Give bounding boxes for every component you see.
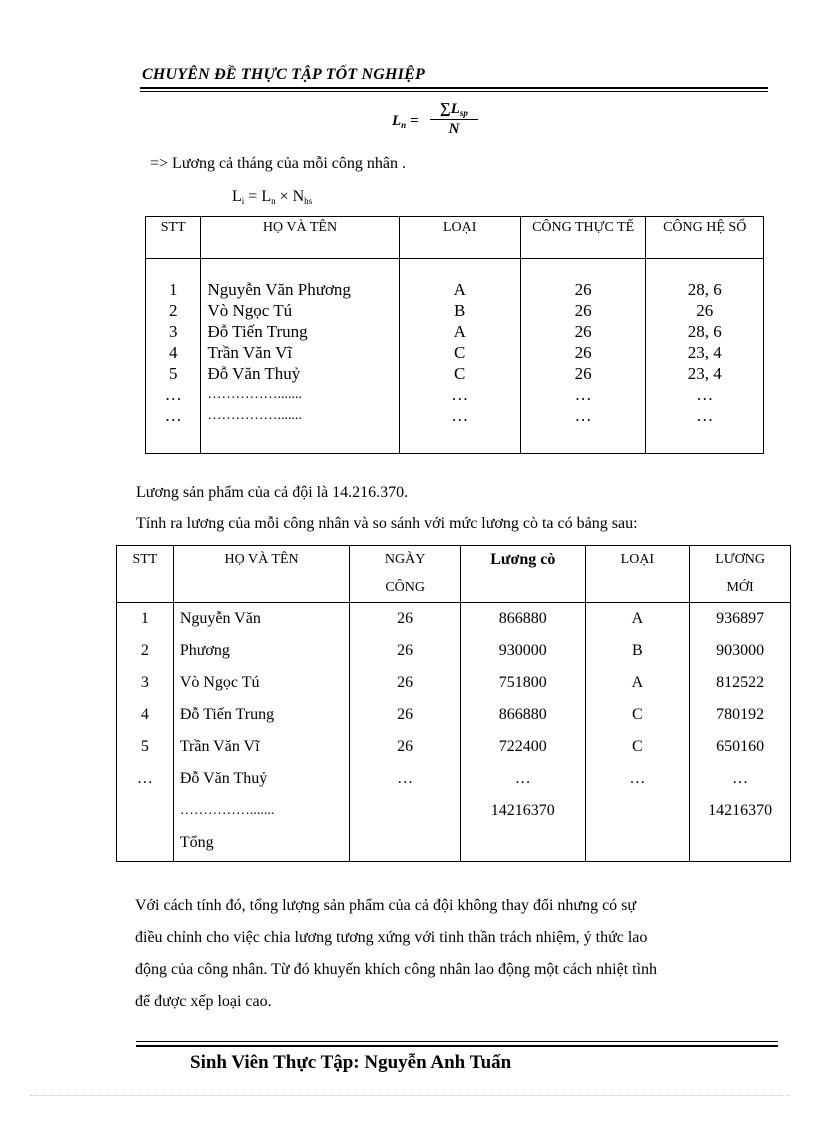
- sum-symbol: ∑: [440, 101, 451, 117]
- table-cell: 2: [168, 301, 178, 320]
- table-cell: 26: [574, 301, 592, 320]
- conclusion-paragraph: [135, 890, 775, 1018]
- table-cell: 1: [168, 280, 178, 299]
- table-cell: …: [451, 385, 469, 404]
- formula-denominator: N: [448, 121, 460, 137]
- table-cell: 812522: [716, 674, 765, 691]
- table-cell: …: [136, 770, 153, 787]
- table-cell: Đỗ Tiến Trung: [207, 322, 308, 341]
- formula-lhs: [392, 113, 419, 130]
- table-cell: Vò Ngọc Tú: [179, 674, 260, 691]
- paragraph-line: Với cách tính đó, tổng lượng sản phẩm của cả đội không thay đổi nhưng có sự: [135, 897, 637, 914]
- table-cell: 26: [397, 706, 414, 723]
- t2-header-new-2: MỚI: [726, 580, 754, 595]
- table-cell: …: [629, 770, 646, 787]
- table-cell: 14216370: [708, 802, 773, 819]
- f2-hs-sub: hs: [304, 196, 313, 206]
- table-cell: 5: [168, 364, 178, 383]
- table-cell: …………….......: [179, 803, 275, 818]
- table-cell: B: [454, 301, 466, 320]
- wage-comparison-table: [116, 545, 791, 862]
- table-cell: …: [574, 385, 592, 404]
- table-cell: 936897: [716, 610, 765, 627]
- table-cell: C: [454, 343, 466, 362]
- t2-col-old: [460, 603, 585, 862]
- formula-num-var: L: [450, 101, 460, 117]
- table-cell: Phương: [179, 642, 230, 659]
- t1-col-type: [399, 259, 520, 454]
- f2-l: L: [232, 188, 242, 205]
- paragraph-line: điều chỉnh cho việc chia lương tương xứng với tinh thần trách nhiệm, ý thức lao: [135, 929, 648, 946]
- t2-header-days: [350, 546, 461, 603]
- team-wage-line: Lương sản phẩm của cả đội là 14.216.370.: [136, 484, 409, 501]
- t1-header-work: CÔNG THỰC TẾ: [520, 217, 646, 259]
- table-cell: Nguyễn Văn: [179, 610, 261, 627]
- table1-body-row: [146, 259, 764, 454]
- table-cell: 2: [140, 642, 149, 659]
- table-cell: 14216370: [490, 802, 555, 819]
- table-cell: …: [696, 406, 714, 425]
- table-cell: 5: [140, 738, 149, 755]
- table-cell: …………….......: [207, 408, 302, 423]
- table-cell: …: [574, 406, 592, 425]
- table-cell: …: [451, 406, 469, 425]
- table-cell: A: [631, 674, 644, 691]
- table-cell: C: [454, 364, 466, 383]
- table2-header-row: [117, 546, 791, 603]
- table-cell: 3: [168, 322, 178, 341]
- table-cell: 903000: [716, 642, 765, 659]
- table-cell: 866880: [498, 706, 547, 723]
- t1-header-coef: CÔNG HỆ SỐ: [646, 217, 764, 259]
- table-cell: 4: [140, 706, 149, 723]
- table-cell: 26: [397, 642, 414, 659]
- formula-lhs-var: L: [392, 113, 402, 129]
- f2-eq: = L: [244, 188, 272, 205]
- table-cell: A: [631, 610, 644, 627]
- t1-col-coef: [646, 259, 764, 454]
- table-cell: 780192: [716, 706, 765, 723]
- f2-l-sub: i: [241, 196, 245, 206]
- footer-rule: [136, 1045, 778, 1047]
- t2-header-days-1: NGÀY: [384, 552, 426, 567]
- table-cell: 26: [574, 280, 592, 299]
- t1-header-name: HỌ VÀ TÊN: [201, 217, 399, 259]
- table-cell: 26: [574, 322, 592, 341]
- table-cell: 28, 6: [687, 280, 722, 299]
- f2-n-sub: n: [271, 196, 276, 206]
- table1-header-row: [146, 217, 764, 259]
- t2-header-type: LOẠI: [585, 546, 690, 603]
- table-cell: Trần Văn Vĩ: [179, 738, 260, 755]
- table-cell: C: [632, 738, 643, 755]
- table-cell: …: [397, 770, 414, 787]
- table-cell: …: [696, 385, 714, 404]
- table-cell: B: [632, 642, 643, 659]
- table-cell: 650160: [716, 738, 765, 755]
- table2-body-row: [117, 603, 791, 862]
- table-cell: …………….......: [207, 387, 302, 402]
- table-cell: …: [732, 770, 749, 787]
- paragraph-line: để được xếp loại cao.: [135, 993, 272, 1010]
- table-cell: Đỗ Văn Thuỷ: [179, 770, 268, 787]
- table-cell: Đỗ Tiến Trung: [179, 706, 275, 723]
- table-cell: 26: [397, 610, 414, 627]
- intro-line: => Lương cả tháng của mỗi công nhân .: [150, 155, 406, 172]
- header-rule-thin: [140, 91, 768, 92]
- table-cell: Vò Ngọc Tú: [207, 301, 293, 320]
- t2-col-name: [173, 603, 350, 862]
- formula-equals: =: [409, 113, 419, 129]
- t2-header-old: Lương cò: [460, 546, 585, 603]
- t2-col-days: [350, 603, 461, 862]
- table-cell: …: [514, 770, 531, 787]
- table-cell: Nguyễn Văn Phương: [207, 280, 351, 299]
- coefficient-table: [145, 216, 764, 454]
- table-cell: Tổng: [179, 834, 214, 851]
- f2-times: × N: [275, 188, 305, 205]
- t1-header-type: LOẠI: [399, 217, 520, 259]
- table-cell: …: [164, 406, 182, 425]
- table-cell: 23, 4: [687, 364, 722, 383]
- t2-header-new-1: LƯƠNG: [715, 552, 765, 567]
- formula-fraction: [430, 99, 478, 138]
- table-cell: 866880: [498, 610, 547, 627]
- table-cell: 1: [140, 610, 149, 627]
- table-cell: 23, 4: [687, 343, 722, 362]
- table-cell: Trần Văn Vĩ: [207, 343, 293, 362]
- page-header-title: CHUYÊN ĐỀ THỰC TẬP TỐT NGHIỆP: [142, 66, 425, 83]
- t2-col-stt: [117, 603, 174, 862]
- formula-lhs-sub: n: [401, 120, 407, 130]
- table-cell: Đỗ Văn Thuỷ: [207, 364, 301, 383]
- footer-student-name: Sinh Viên Thực Tập: Nguyễn Anh Tuấn: [190, 1052, 512, 1073]
- footer-rule-thin: [136, 1041, 778, 1042]
- table-cell: 26: [574, 343, 592, 362]
- table-cell: 26: [696, 301, 714, 320]
- table-cell: 26: [397, 674, 414, 691]
- formula-num-sub: sp: [459, 108, 468, 118]
- table-cell: 751800: [498, 674, 547, 691]
- table-cell: A: [453, 280, 466, 299]
- t1-col-name: [201, 259, 399, 454]
- table-cell: 930000: [498, 642, 547, 659]
- t1-header-stt: STT: [146, 217, 201, 259]
- t2-col-new: [690, 603, 791, 862]
- page-bottom-divider: [30, 1095, 790, 1096]
- table-cell: A: [453, 322, 466, 341]
- table-cell: …: [164, 385, 182, 404]
- table-cell: 28, 6: [687, 322, 722, 341]
- t1-col-stt: [146, 259, 201, 454]
- formula-numerator: [430, 99, 478, 119]
- table-cell: 3: [140, 674, 149, 691]
- comparison-intro-line: Tính ra lương của mỗi công nhân và so sánh với mức lương cò ta có bảng sau:: [136, 515, 638, 532]
- table-cell: 722400: [498, 738, 547, 755]
- table-cell: C: [632, 706, 643, 723]
- table-cell: 4: [168, 343, 178, 362]
- t2-header-new: [690, 546, 791, 603]
- individual-wage-formula: [232, 188, 312, 206]
- t1-col-work: [520, 259, 646, 454]
- paragraph-line: động của công nhân. Từ đó khuyến khích công nhân lao động một cách nhiệt tình: [135, 961, 658, 978]
- t2-header-name: HỌ VÀ TÊN: [173, 546, 350, 603]
- table-cell: 26: [574, 364, 592, 383]
- t2-header-days-2: CÔNG: [385, 580, 425, 595]
- table-cell: 26: [397, 738, 414, 755]
- t2-header-stt: STT: [117, 546, 174, 603]
- t2-col-type: [585, 603, 690, 862]
- header-rule: [140, 87, 768, 89]
